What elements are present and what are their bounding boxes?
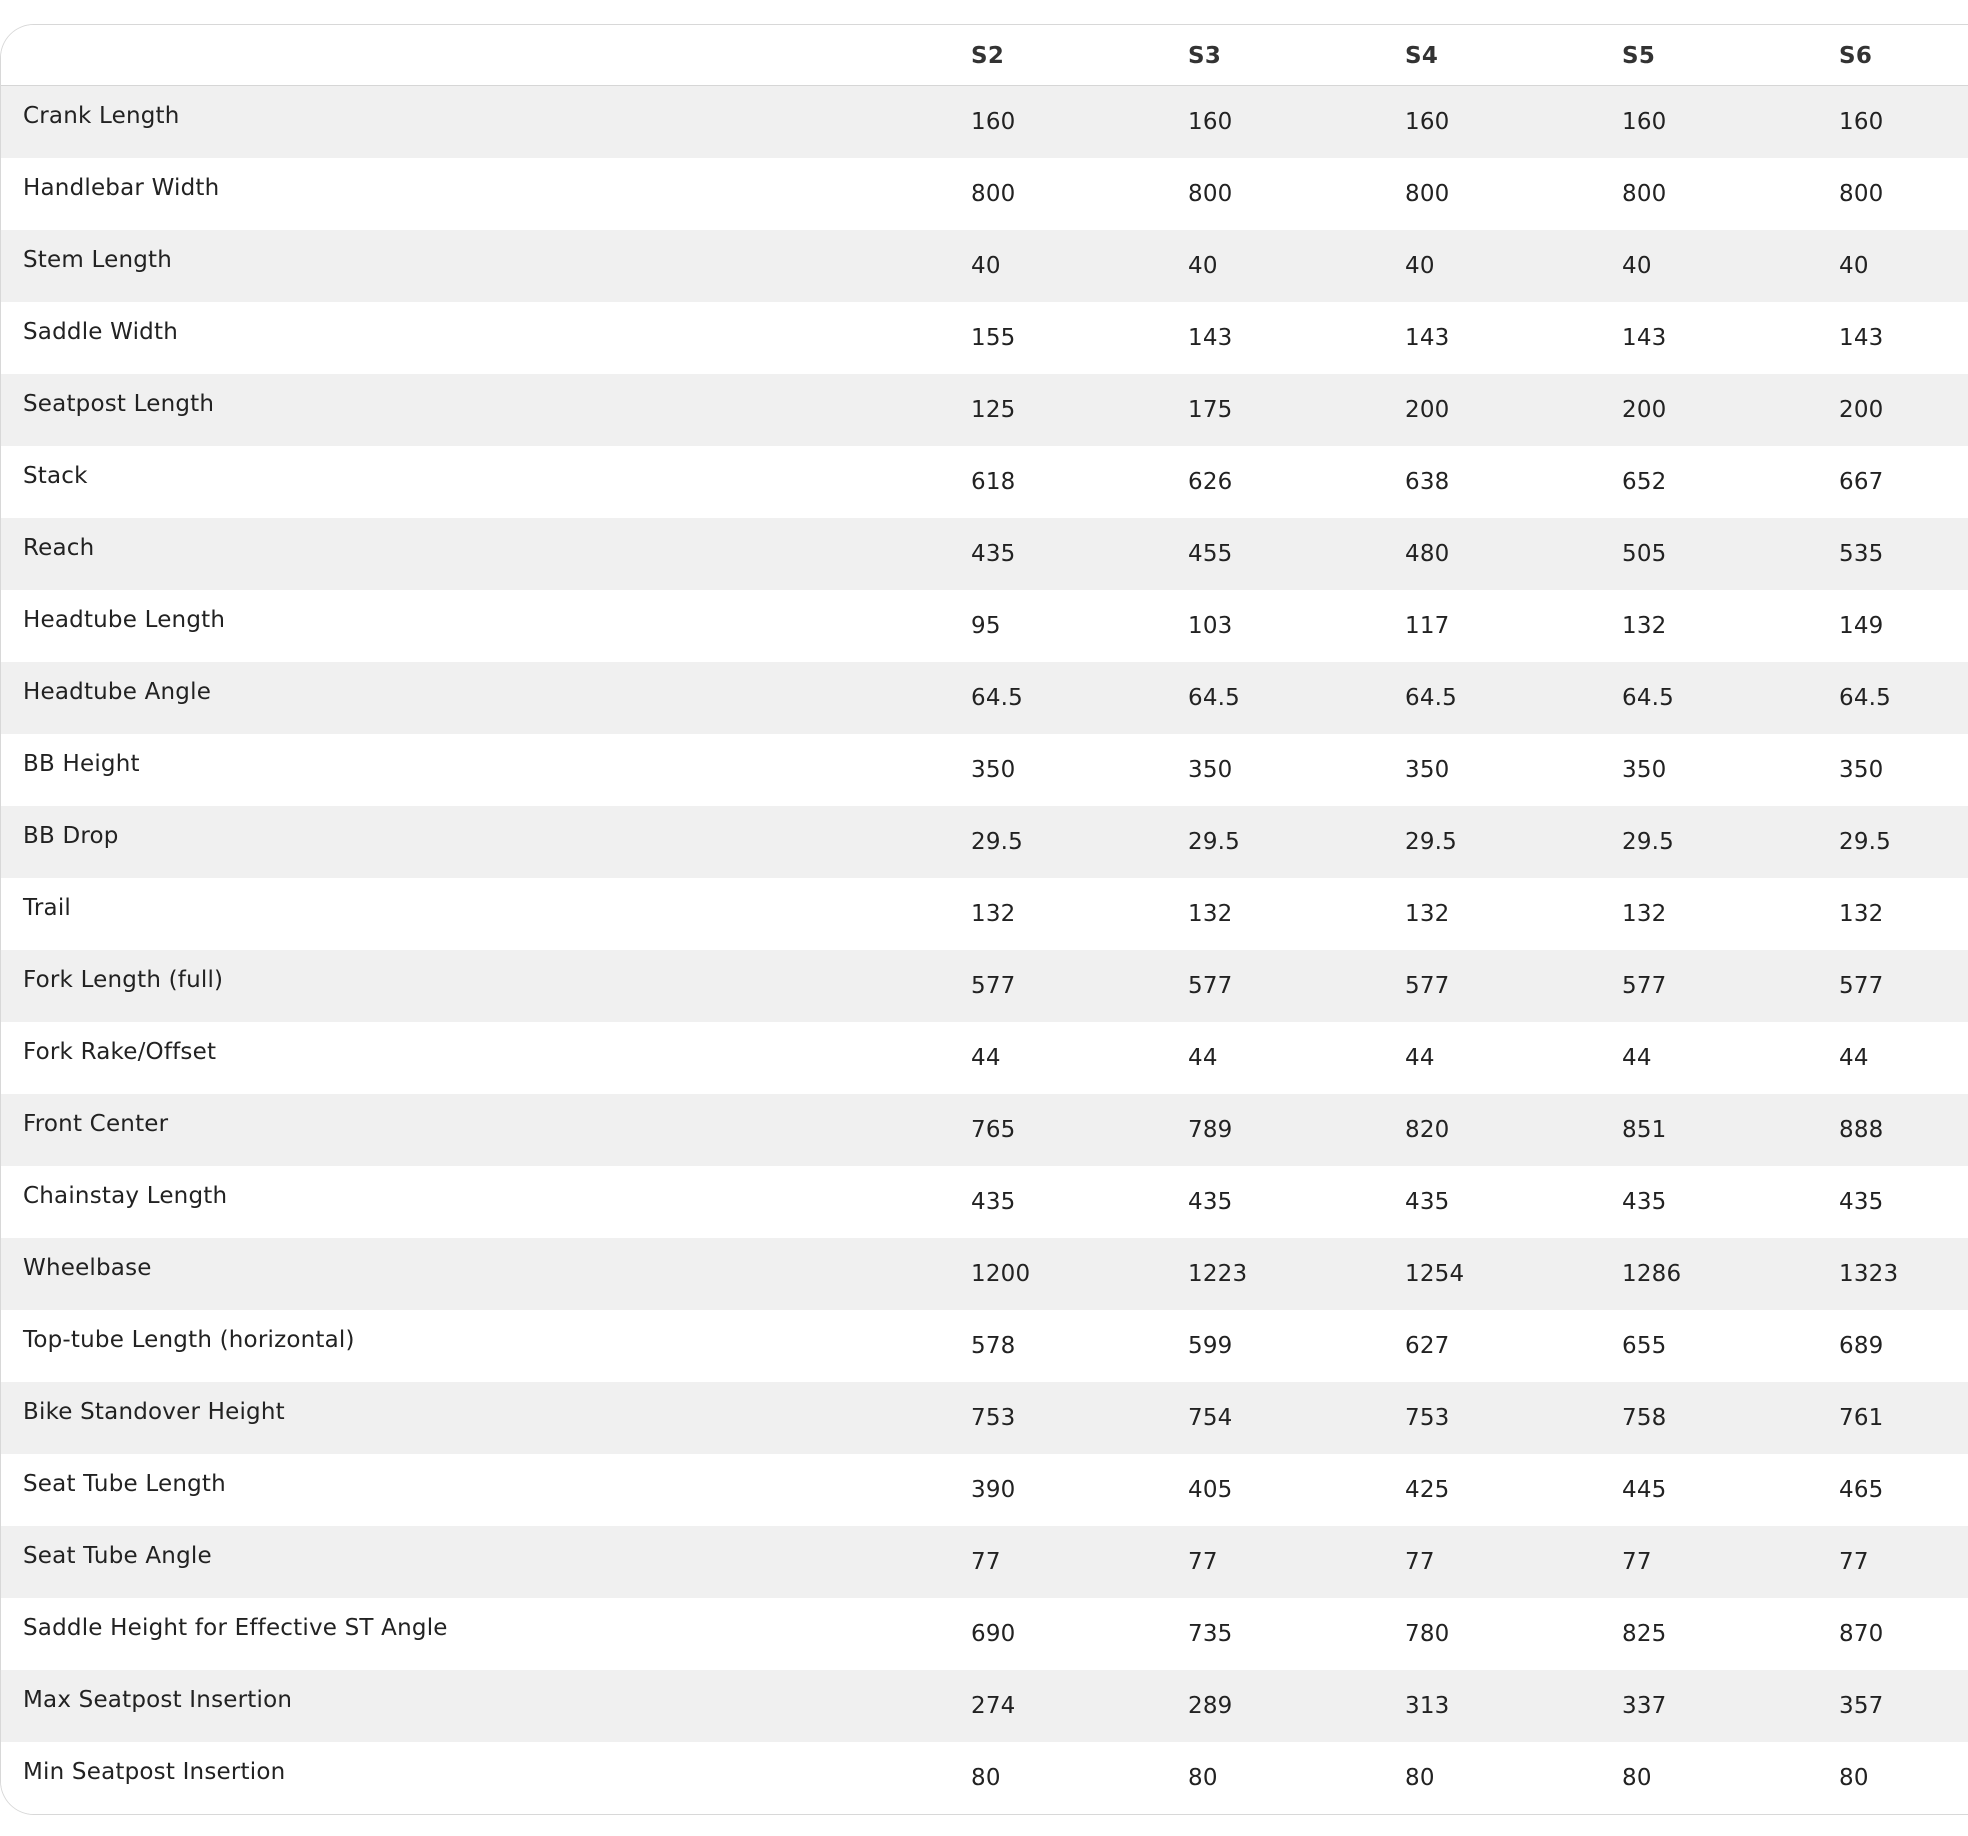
row-label: Crank Length xyxy=(23,103,180,129)
table-cell: 337 xyxy=(1622,1693,1667,1719)
table-cell: 274 xyxy=(971,1693,1016,1719)
column-header-s6: S6 xyxy=(1839,43,1873,69)
table-cell: 578 xyxy=(971,1333,1016,1359)
table-cell: 758 xyxy=(1622,1405,1667,1431)
table-cell: 800 xyxy=(971,181,1016,207)
table-row xyxy=(1,1094,1968,1166)
table-row xyxy=(1,1526,1968,1598)
table-cell: 40 xyxy=(1188,253,1218,279)
table-cell: 132 xyxy=(1622,613,1667,639)
table-cell: 160 xyxy=(971,109,1016,135)
table-cell: 689 xyxy=(1839,1333,1884,1359)
table-cell: 577 xyxy=(971,973,1016,999)
table-cell: 132 xyxy=(971,901,1016,927)
row-label: Stem Length xyxy=(23,247,173,273)
table-cell: 652 xyxy=(1622,469,1667,495)
table-cell: 77 xyxy=(1622,1549,1652,1575)
table-cell: 754 xyxy=(1188,1405,1233,1431)
table-cell: 425 xyxy=(1405,1477,1450,1503)
table-cell: 44 xyxy=(1839,1045,1869,1071)
table-cell: 577 xyxy=(1405,973,1450,999)
table-cell: 103 xyxy=(1188,613,1233,639)
table-cell: 800 xyxy=(1839,181,1884,207)
table-cell: 350 xyxy=(1188,757,1233,783)
table-cell: 435 xyxy=(1188,1189,1233,1215)
table-cell: 77 xyxy=(1405,1549,1435,1575)
table-cell: 44 xyxy=(1188,1045,1218,1071)
table-header-row xyxy=(1,25,1968,86)
table-cell: 149 xyxy=(1839,613,1884,639)
geometry-table xyxy=(0,24,1968,1815)
table-cell: 753 xyxy=(971,1405,1016,1431)
table-cell: 40 xyxy=(971,253,1001,279)
table-row xyxy=(1,1382,1968,1454)
table-cell: 800 xyxy=(1188,181,1233,207)
table-row xyxy=(1,1238,1968,1310)
table-cell: 80 xyxy=(1188,1765,1218,1791)
table-row xyxy=(1,1166,1968,1238)
row-label: Bike Standover Height xyxy=(23,1399,285,1425)
row-label: Fork Rake/Offset xyxy=(23,1039,217,1065)
table-cell: 132 xyxy=(1405,901,1450,927)
table-cell: 160 xyxy=(1622,109,1667,135)
table-cell: 800 xyxy=(1622,181,1667,207)
table-cell: 435 xyxy=(1839,1189,1884,1215)
table-cell: 80 xyxy=(971,1765,1001,1791)
table-cell: 435 xyxy=(971,541,1016,567)
table-row xyxy=(1,1454,1968,1526)
table-cell: 40 xyxy=(1622,253,1652,279)
table-row xyxy=(1,590,1968,662)
table-cell: 77 xyxy=(1188,1549,1218,1575)
table-cell: 627 xyxy=(1405,1333,1450,1359)
table-cell: 80 xyxy=(1405,1765,1435,1791)
row-label: Saddle Width xyxy=(23,319,178,345)
table-cell: 800 xyxy=(1405,181,1450,207)
table-cell: 350 xyxy=(1405,757,1450,783)
table-cell: 64.5 xyxy=(1622,685,1675,711)
table-cell: 175 xyxy=(1188,397,1233,423)
table-cell: 40 xyxy=(1839,253,1869,279)
table-cell: 1223 xyxy=(1188,1261,1248,1287)
row-label: Chainstay Length xyxy=(23,1183,228,1209)
table-cell: 577 xyxy=(1839,973,1884,999)
table-cell: 1323 xyxy=(1839,1261,1899,1287)
table-cell: 435 xyxy=(1405,1189,1450,1215)
table-cell: 465 xyxy=(1839,1477,1884,1503)
row-label: Saddle Height for Effective ST Angle xyxy=(23,1615,448,1641)
table-row xyxy=(1,1670,1968,1742)
table-cell: 143 xyxy=(1622,325,1667,351)
table-row xyxy=(1,662,1968,734)
table-cell: 1254 xyxy=(1405,1261,1465,1287)
row-label: Trail xyxy=(23,895,71,921)
table-cell: 445 xyxy=(1622,1477,1667,1503)
table-cell: 655 xyxy=(1622,1333,1667,1359)
table-cell: 535 xyxy=(1839,541,1884,567)
row-label: Max Seatpost Insertion xyxy=(23,1687,293,1713)
table-cell: 64.5 xyxy=(1405,685,1458,711)
table-cell: 29.5 xyxy=(1622,829,1675,855)
table-cell: 577 xyxy=(1622,973,1667,999)
table-cell: 80 xyxy=(1622,1765,1652,1791)
table-row xyxy=(1,1022,1968,1094)
table-cell: 599 xyxy=(1188,1333,1233,1359)
table-cell: 160 xyxy=(1839,109,1884,135)
row-label: Stack xyxy=(23,463,88,489)
row-label: Seat Tube Angle xyxy=(23,1543,212,1569)
table-row xyxy=(1,518,1968,590)
table-cell: 64.5 xyxy=(1188,685,1241,711)
table-row xyxy=(1,734,1968,806)
table-cell: 29.5 xyxy=(971,829,1024,855)
row-label: Headtube Length xyxy=(23,607,226,633)
table-row xyxy=(1,1310,1968,1382)
table-cell: 117 xyxy=(1405,613,1450,639)
table-cell: 132 xyxy=(1839,901,1884,927)
table-row xyxy=(1,878,1968,950)
table-row xyxy=(1,950,1968,1022)
table-cell: 350 xyxy=(971,757,1016,783)
table-row xyxy=(1,1598,1968,1670)
table-cell: 405 xyxy=(1188,1477,1233,1503)
table-cell: 40 xyxy=(1405,253,1435,279)
table-cell: 690 xyxy=(971,1621,1016,1647)
table-cell: 851 xyxy=(1622,1117,1667,1143)
table-cell: 29.5 xyxy=(1839,829,1892,855)
table-row xyxy=(1,158,1968,230)
table-cell: 789 xyxy=(1188,1117,1233,1143)
table-cell: 125 xyxy=(971,397,1016,423)
table-cell: 1200 xyxy=(971,1261,1031,1287)
column-header-s3: S3 xyxy=(1188,43,1222,69)
table-row xyxy=(1,230,1968,302)
table-cell: 870 xyxy=(1839,1621,1884,1647)
table-cell: 95 xyxy=(971,613,1001,639)
row-label: BB Height xyxy=(23,751,140,777)
table-cell: 455 xyxy=(1188,541,1233,567)
row-label: Top-tube Length (horizontal) xyxy=(23,1327,355,1353)
table-cell: 435 xyxy=(1622,1189,1667,1215)
row-label: Min Seatpost Insertion xyxy=(23,1759,286,1785)
table-cell: 132 xyxy=(1188,901,1233,927)
table-cell: 480 xyxy=(1405,541,1450,567)
table-cell: 435 xyxy=(971,1189,1016,1215)
table-cell: 638 xyxy=(1405,469,1450,495)
table-cell: 29.5 xyxy=(1405,829,1458,855)
table-cell: 155 xyxy=(971,325,1016,351)
row-label: Handlebar Width xyxy=(23,175,220,201)
table-cell: 667 xyxy=(1839,469,1884,495)
table-row xyxy=(1,302,1968,374)
table-cell: 200 xyxy=(1405,397,1450,423)
table-cell: 44 xyxy=(971,1045,1001,1071)
column-header-s2: S2 xyxy=(971,43,1005,69)
table-cell: 64.5 xyxy=(971,685,1024,711)
table-cell: 825 xyxy=(1622,1621,1667,1647)
column-header-s4: S4 xyxy=(1405,43,1439,69)
table-cell: 143 xyxy=(1839,325,1884,351)
table-cell: 200 xyxy=(1622,397,1667,423)
row-label: Front Center xyxy=(23,1111,169,1137)
table-row xyxy=(1,806,1968,878)
row-label: Headtube Angle xyxy=(23,679,212,705)
table-cell: 735 xyxy=(1188,1621,1233,1647)
table-cell: 132 xyxy=(1622,901,1667,927)
table-cell: 753 xyxy=(1405,1405,1450,1431)
table-cell: 80 xyxy=(1839,1765,1869,1791)
table-cell: 44 xyxy=(1622,1045,1652,1071)
table-cell: 618 xyxy=(971,469,1016,495)
table-cell: 77 xyxy=(1839,1549,1869,1575)
table-cell: 390 xyxy=(971,1477,1016,1503)
table-cell: 505 xyxy=(1622,541,1667,567)
table-cell: 350 xyxy=(1622,757,1667,783)
table-row xyxy=(1,1742,1968,1814)
table-cell: 577 xyxy=(1188,973,1233,999)
row-label: Reach xyxy=(23,535,95,561)
table-cell: 820 xyxy=(1405,1117,1450,1143)
table-cell: 761 xyxy=(1839,1405,1884,1431)
row-label: Seat Tube Length xyxy=(23,1471,226,1497)
table-cell: 780 xyxy=(1405,1621,1450,1647)
table-cell: 200 xyxy=(1839,397,1884,423)
table-cell: 1286 xyxy=(1622,1261,1682,1287)
table-cell: 626 xyxy=(1188,469,1233,495)
row-label: Seatpost Length xyxy=(23,391,215,417)
table-row xyxy=(1,446,1968,518)
table-cell: 160 xyxy=(1188,109,1233,135)
table-body xyxy=(1,86,1968,1814)
table-cell: 29.5 xyxy=(1188,829,1241,855)
table-cell: 357 xyxy=(1839,1693,1884,1719)
table-cell: 350 xyxy=(1839,757,1884,783)
table-row xyxy=(1,86,1968,158)
table-cell: 289 xyxy=(1188,1693,1233,1719)
row-label: Wheelbase xyxy=(23,1255,152,1281)
table-cell: 44 xyxy=(1405,1045,1435,1071)
table-cell: 765 xyxy=(971,1117,1016,1143)
table-cell: 77 xyxy=(971,1549,1001,1575)
table-cell: 64.5 xyxy=(1839,685,1892,711)
row-label: BB Drop xyxy=(23,823,119,849)
table-cell: 143 xyxy=(1188,325,1233,351)
table-cell: 143 xyxy=(1405,325,1450,351)
row-label: Fork Length (full) xyxy=(23,967,224,993)
table-cell: 313 xyxy=(1405,1693,1450,1719)
column-header-s5: S5 xyxy=(1622,43,1656,69)
table-cell: 888 xyxy=(1839,1117,1884,1143)
table-cell: 160 xyxy=(1405,109,1450,135)
table-row xyxy=(1,374,1968,446)
